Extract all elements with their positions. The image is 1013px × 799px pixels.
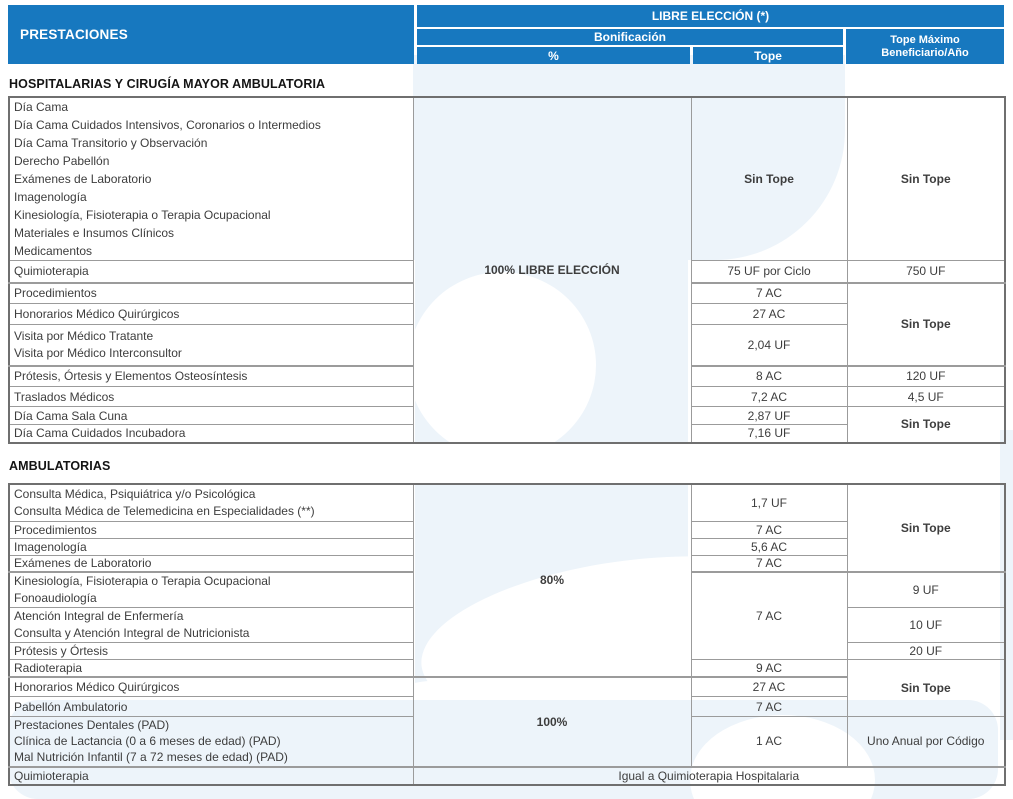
service-label: Atención Integral de Enfermería: [14, 609, 184, 623]
service-label: Kinesiología, Fisioterapia o Terapia Ocupacional: [14, 208, 271, 222]
hospitalarias-table: [8, 96, 1006, 444]
row-sala-cuna: Día Cama Sala Cuna: [9, 407, 413, 425]
tope-value: 7 AC: [691, 283, 847, 304]
table-header: [8, 5, 1004, 64]
row-traslados: Traslados Médicos: [9, 387, 413, 407]
header-tope-maximo-line1: Tope Máximo: [890, 33, 960, 46]
tope-max-value: 750 UF: [847, 261, 1005, 283]
tope-value: 9 AC: [691, 660, 847, 677]
row-quimioterapia-amb: Quimioterapia: [9, 767, 413, 785]
tope-value: 7,16 UF: [691, 425, 847, 443]
service-label: Medicamentos: [14, 244, 93, 258]
row-quimioterapia: Quimioterapia: [9, 261, 413, 283]
service-label: Consulta Médica de Telemedicina en Especialidades (**): [14, 503, 315, 518]
tope-value: 8 AC: [691, 366, 847, 387]
service-label: Clínica de Lactancia (0 a 6 meses de edad) (PAD): [14, 734, 281, 749]
header-bonificacion: Bonificación: [417, 29, 843, 45]
tope-value: 5,6 AC: [691, 538, 847, 555]
header-bonificacion-block: [417, 29, 843, 64]
row-enfermeria-nutricionista: [9, 608, 413, 643]
service-label: Visita por Médico Tratante: [14, 328, 154, 343]
tope-value: 75 UF por Ciclo: [691, 261, 847, 283]
header-tope-maximo: [846, 29, 1004, 64]
row-visitas-medicas: [9, 325, 413, 366]
row-honorarios: Honorarios Médico Quirúrgicos: [9, 304, 413, 325]
header-prestaciones: PRESTACIONES: [8, 5, 414, 64]
tope-max-value: Sin Tope: [847, 484, 1005, 572]
row-hospital-services-group: [9, 97, 413, 261]
header-tope-maximo-line2: Beneficiario/Año: [881, 46, 969, 59]
service-label: Día Cama Cuidados Intensivos, Coronarios o Intermedios: [14, 118, 321, 132]
tope-max-value: Sin Tope: [847, 660, 1005, 717]
tope-max-value: Uno Anual por Código: [847, 717, 1005, 767]
tope-max-value: 4,5 UF: [847, 387, 1005, 407]
tope-value: Sin Tope: [691, 97, 847, 261]
service-label: Fonoaudiología: [14, 591, 97, 605]
tope-value: 1 AC: [691, 717, 847, 767]
service-label: Kinesiología, Fisioterapia o Terapia Ocupacional: [14, 574, 271, 588]
header-percent: %: [417, 47, 690, 64]
header-tope: Tope: [693, 47, 843, 64]
header-libre-eleccion: LIBRE ELECCIÓN (*): [417, 5, 1004, 27]
tope-max-value: 9 UF: [847, 572, 1005, 608]
row-radioterapia: Radioterapia: [9, 660, 413, 677]
tope-max-value: Sin Tope: [847, 283, 1005, 366]
tope-value: 2,04 UF: [691, 325, 847, 366]
service-label: Visita por Médico Interconsultor: [14, 345, 182, 360]
tope-value: 27 AC: [691, 677, 847, 697]
tope-value: 1,7 UF: [691, 484, 847, 521]
tope-value: 27 AC: [691, 304, 847, 325]
tope-max-value: 20 UF: [847, 643, 1005, 660]
tope-max-value: 10 UF: [847, 608, 1005, 643]
service-label: Consulta y Atención Integral de Nutricionista: [14, 626, 250, 640]
section-title-hospitalarias: HOSPITALARIAS Y CIRUGÍA MAYOR AMBULATORIA: [9, 77, 326, 91]
row-incubadora: Día Cama Cuidados Incubadora: [9, 425, 413, 443]
row-imagenologia-amb: Imagenología: [9, 538, 413, 555]
header-pct-tope-row: [417, 47, 843, 64]
coverage-percent-80: 80%: [413, 484, 691, 677]
row-examenes-amb: Exámenes de Laboratorio: [9, 555, 413, 572]
row-procedimientos-amb: Procedimientos: [9, 521, 413, 538]
row-protesis: Prótesis, Órtesis y Elementos Osteosíntesis: [9, 366, 413, 387]
coverage-percent-100: 100%: [413, 677, 691, 767]
row-kinesiologia-amb: [9, 572, 413, 608]
service-label: Día Cama Transitorio y Observación: [14, 136, 208, 150]
row-pabellon-ambulatorio: Pabellón Ambulatorio: [9, 697, 413, 717]
service-label: Derecho Pabellón: [14, 154, 110, 168]
tope-value: 7 AC: [691, 555, 847, 572]
service-label: Imagenología: [14, 190, 87, 204]
header-subrow: [417, 29, 1004, 64]
tope-max-value: Sin Tope: [847, 97, 1005, 261]
tope-max-value: 120 UF: [847, 366, 1005, 387]
service-label: Día Cama: [14, 100, 69, 114]
coverage-percent-hosp: 100% LIBRE ELECCIÓN: [413, 97, 691, 443]
quimioterapia-amb-value: Igual a Quimioterapia Hospitalaria: [413, 767, 1005, 785]
tope-value: 7,2 AC: [691, 387, 847, 407]
row-consulta-medica: [9, 484, 413, 521]
service-label: Prestaciones Dentales (PAD): [14, 718, 170, 733]
tope-value: 7 AC: [691, 697, 847, 717]
section-title-ambulatorias: AMBULATORIAS: [9, 459, 111, 473]
service-label: Exámenes de Laboratorio: [14, 172, 152, 186]
row-prestaciones-dentales: [9, 717, 413, 767]
ambulatorias-table: [8, 483, 1006, 786]
row-protesis-ortesis: Prótesis y Órtesis: [9, 643, 413, 660]
row-honorarios-amb: Honorarios Médico Quirúrgicos: [9, 677, 413, 697]
service-label: Mal Nutrición Infantil (7 a 72 meses de edad) (PAD): [14, 750, 288, 765]
header-right-block: [417, 5, 1004, 64]
tope-value: 7 AC: [691, 572, 847, 660]
tope-max-value: Sin Tope: [847, 407, 1005, 443]
tope-value: 2,87 UF: [691, 407, 847, 425]
tope-value: 7 AC: [691, 521, 847, 538]
service-label: Materiales e Insumos Clínicos: [14, 226, 175, 240]
row-procedimientos: Procedimientos: [9, 283, 413, 304]
service-label: Consulta Médica, Psiquiátrica y/o Psicológica: [14, 486, 256, 501]
